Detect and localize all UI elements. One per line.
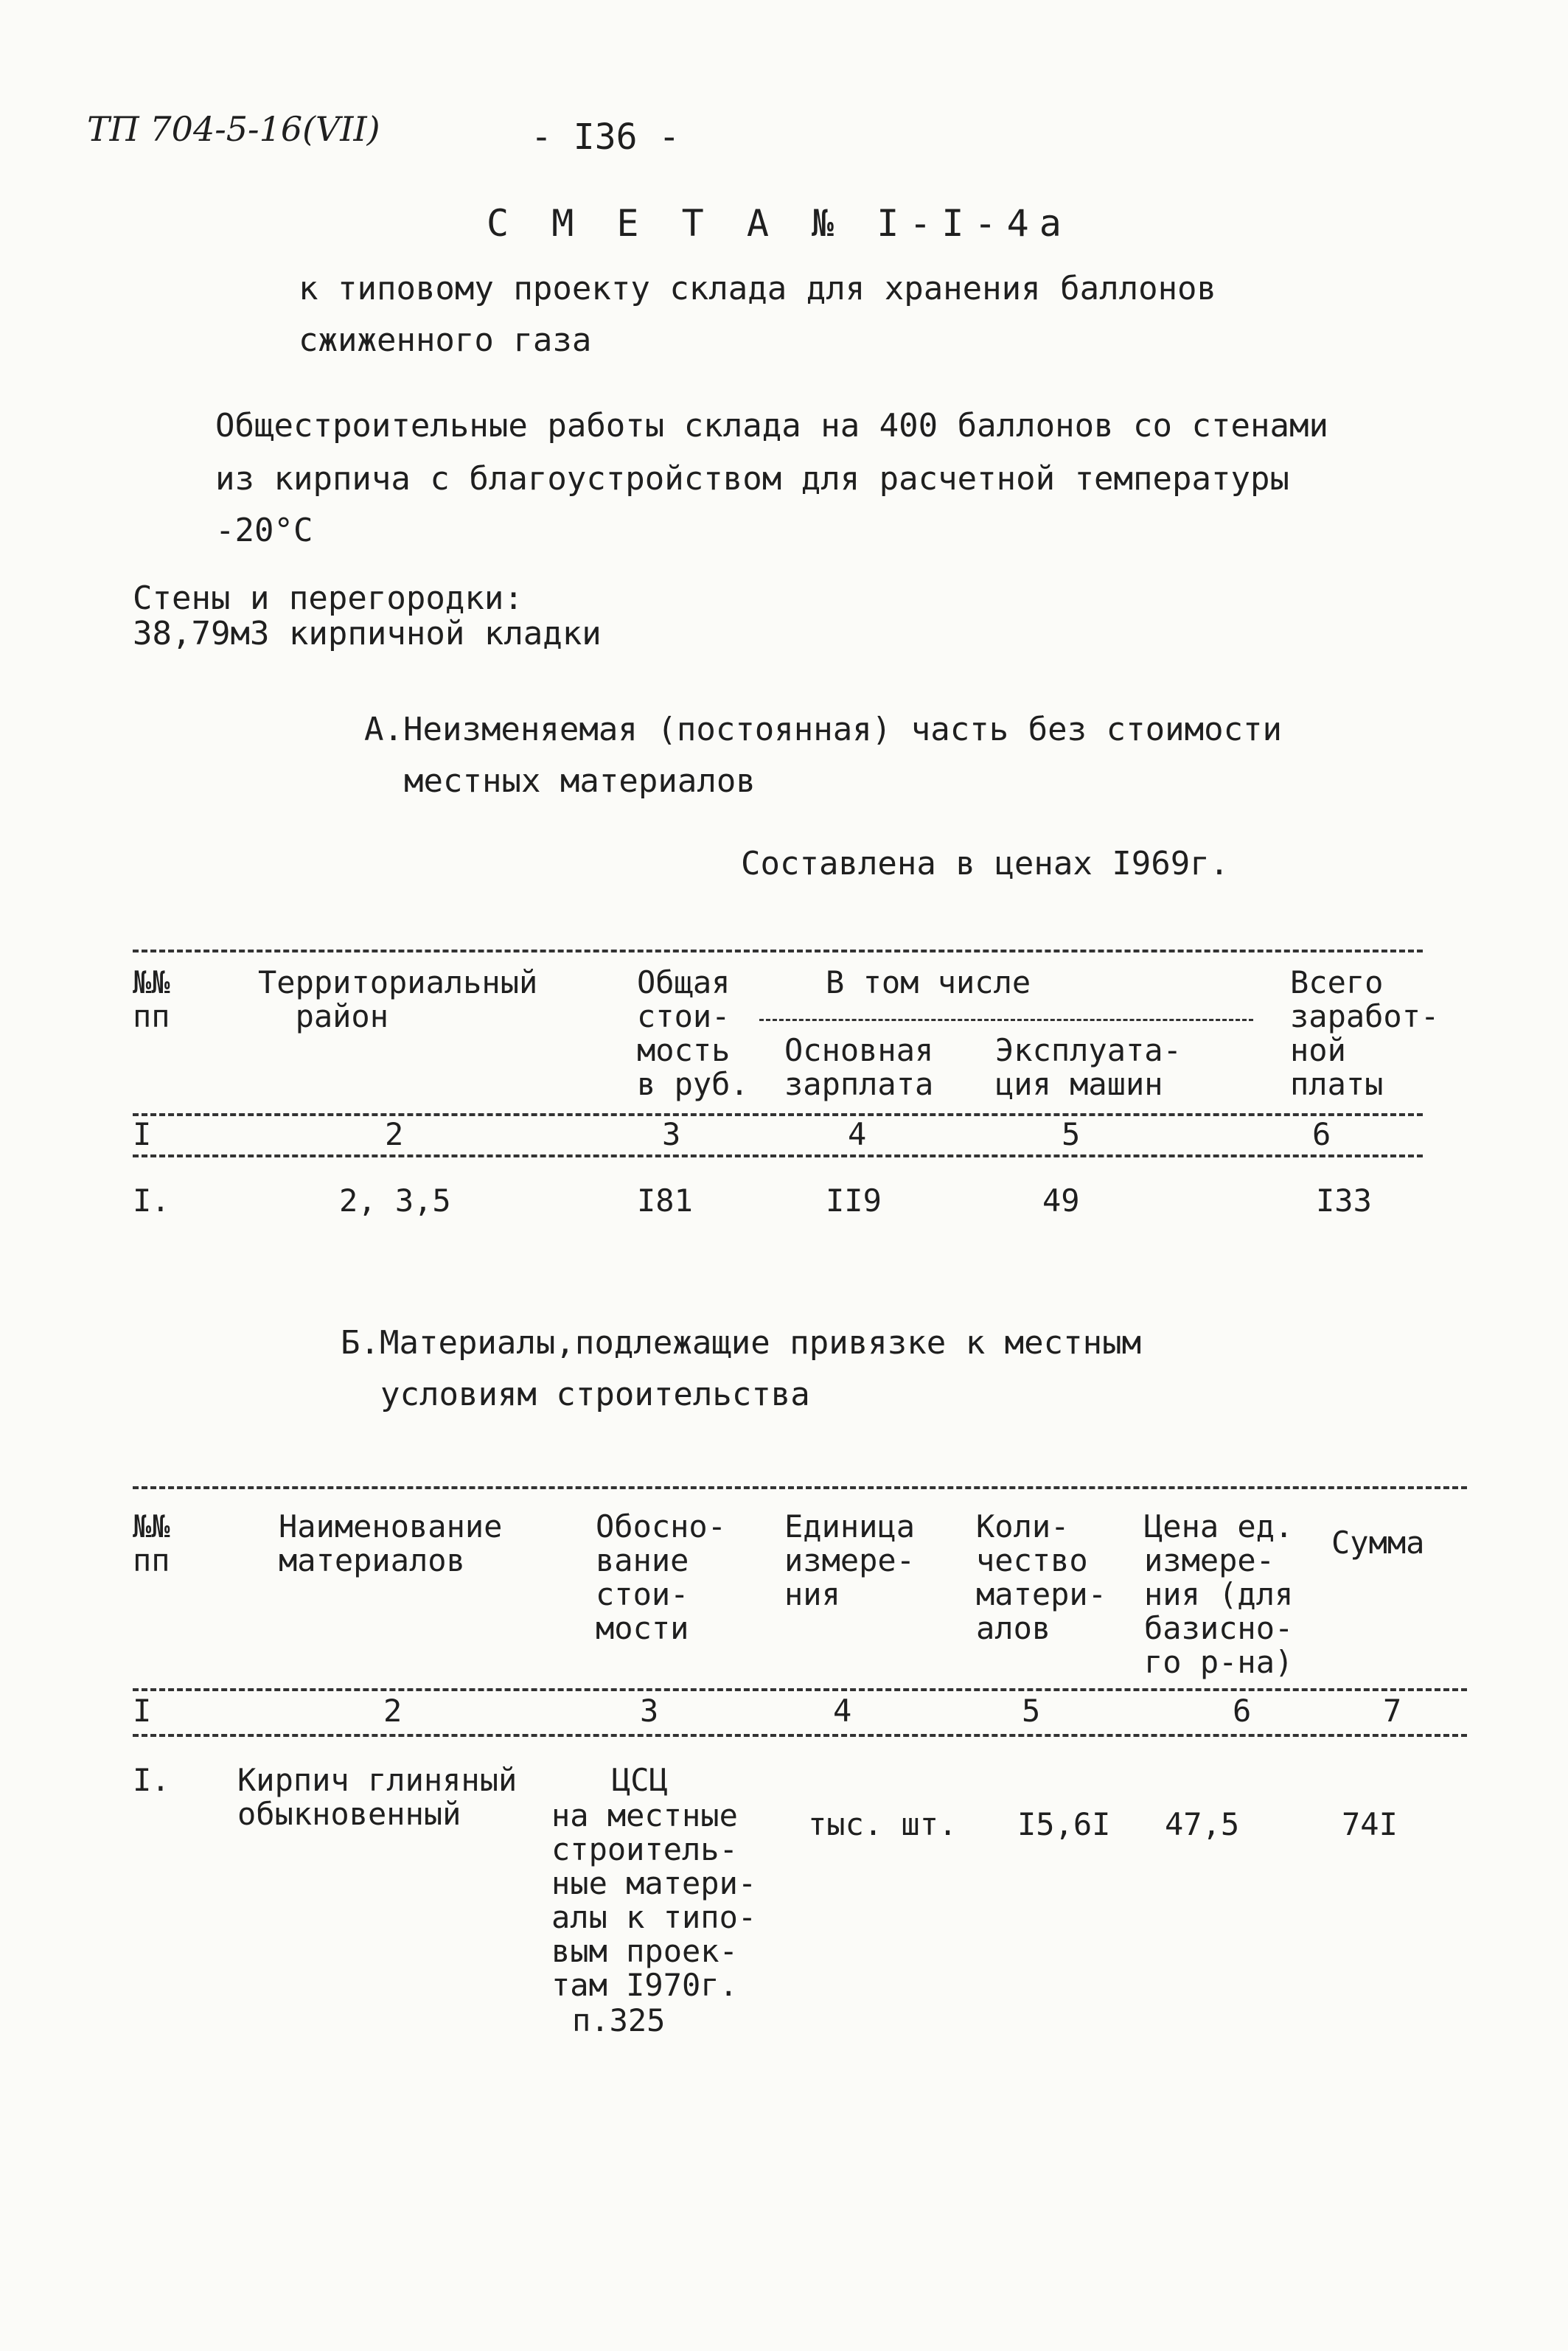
table-a-colnum-5: 5 — [1062, 1116, 1081, 1152]
description-line-2: из кирпича с благоустройством для расчетной температуры — [215, 460, 1289, 498]
table-b-row-sum: 74I — [1342, 1806, 1398, 1842]
walls-volume: 38,79м3 кирпичной кладки — [133, 615, 602, 652]
table-a-header-total: Общая стои- мость в руб. — [637, 964, 749, 1102]
page-number: - I36 - — [531, 116, 680, 158]
table-b-colnum-5: 5 — [1022, 1693, 1041, 1729]
table-b-colnum-3: 3 — [640, 1693, 659, 1729]
subtitle-line-1: к типовому проекту склада для хранения баллонов — [299, 270, 1217, 307]
section-a-heading-line-1: А.Неизменяемая (постоянная) часть без стоимости — [364, 711, 1283, 748]
table-b-row-name: Кирпич глиняный обыкновенный — [237, 1762, 518, 1832]
table-a-colnum-3: 3 — [662, 1116, 681, 1152]
estimate-title: С М Е Т А № I-I-4а — [487, 202, 1072, 245]
table-a-row-wage: II9 — [826, 1183, 882, 1219]
table-b-row-qty: I5,6I — [1017, 1806, 1111, 1842]
document-code: ТП 704-5-16(VII) — [87, 109, 380, 149]
table-a-top-rule — [133, 950, 1423, 952]
table-a-colnum-1: I — [133, 1116, 152, 1152]
table-a-row-total: I81 — [637, 1183, 693, 1219]
table-a-row-machines: 49 — [1042, 1183, 1080, 1219]
table-b-header-price: Цена ед. измере- ния (для базисно- го р-на) — [1144, 1508, 1294, 1680]
table-b-colnum-2: 2 — [383, 1693, 403, 1729]
table-b-colnum-6: 6 — [1233, 1693, 1252, 1729]
table-b-top-rule — [133, 1486, 1467, 1489]
walls-label: Стены и перегородки: — [133, 579, 523, 617]
table-a-colnum-4: 4 — [848, 1116, 867, 1152]
table-a-header-num: №№ пп — [133, 964, 170, 1034]
table-a-subheader-rule — [759, 1019, 1253, 1021]
table-a-row-all-wage: I33 — [1316, 1183, 1372, 1219]
table-a-row-num: I. — [133, 1183, 170, 1219]
table-b-colnum-rule — [133, 1734, 1467, 1737]
table-b-colnum-7: 7 — [1383, 1693, 1402, 1729]
table-a-colnum-6: 6 — [1312, 1116, 1331, 1152]
table-b-header-basis: Обосно- вание стои- мости — [596, 1508, 727, 1646]
table-a-row-region: 2, 3,5 — [339, 1183, 451, 1219]
prices-note: Составлена в ценах I969г. — [741, 845, 1230, 882]
table-b-header-num: №№ пп — [133, 1508, 170, 1578]
table-b-row-price: 47,5 — [1165, 1806, 1240, 1842]
table-b-row-basis-ref: п.325 — [572, 2002, 666, 2038]
table-b-header-qty: Коли- чество матери- алов — [976, 1508, 1107, 1646]
table-a-header-rule — [133, 1113, 1423, 1116]
table-b-colnum-1: I — [133, 1693, 152, 1729]
section-a-heading-line-2: местных материалов — [404, 762, 756, 800]
table-b-row-basis: на местные строитель- ные матери- алы к типо- вым проек- там I970г. — [551, 1797, 757, 2003]
table-a-header-including: В том числе — [826, 964, 1031, 1000]
table-a-header-region: Территориальный район — [258, 964, 538, 1034]
table-b-header-name: Наименование материалов — [279, 1508, 503, 1578]
table-a-colnum-rule — [133, 1154, 1423, 1157]
table-b-header-sum: Сумма — [1331, 1525, 1425, 1561]
table-a-header-wage: Основная зарплата — [784, 1032, 934, 1102]
description-line-3: -20°С — [215, 512, 313, 549]
table-b-header-unit: Единица измере- ния — [784, 1508, 916, 1612]
table-b-colnum-4: 4 — [833, 1693, 852, 1729]
table-b-header-rule — [133, 1688, 1467, 1691]
table-b-row-basis-top: ЦСЦ — [612, 1762, 668, 1798]
table-a-colnum-2: 2 — [385, 1116, 404, 1152]
section-b-heading-line-2: условиям строительства — [380, 1376, 810, 1413]
section-b-heading-line-1: Б.Материалы,подлежащие привязке к местным — [341, 1324, 1142, 1362]
description-line-1: Общестроительные работы склада на 400 баллонов со стенами — [215, 407, 1328, 445]
table-b-row-num: I. — [133, 1762, 170, 1798]
subtitle-line-2: сжиженного газа — [299, 321, 592, 359]
table-b-row-unit: тыс. шт. — [808, 1806, 958, 1842]
table-a-header-all-wage: Всего заработ- ной платы — [1290, 964, 1440, 1102]
table-a-header-machines: Эксплуата- ция машин — [995, 1032, 1182, 1102]
